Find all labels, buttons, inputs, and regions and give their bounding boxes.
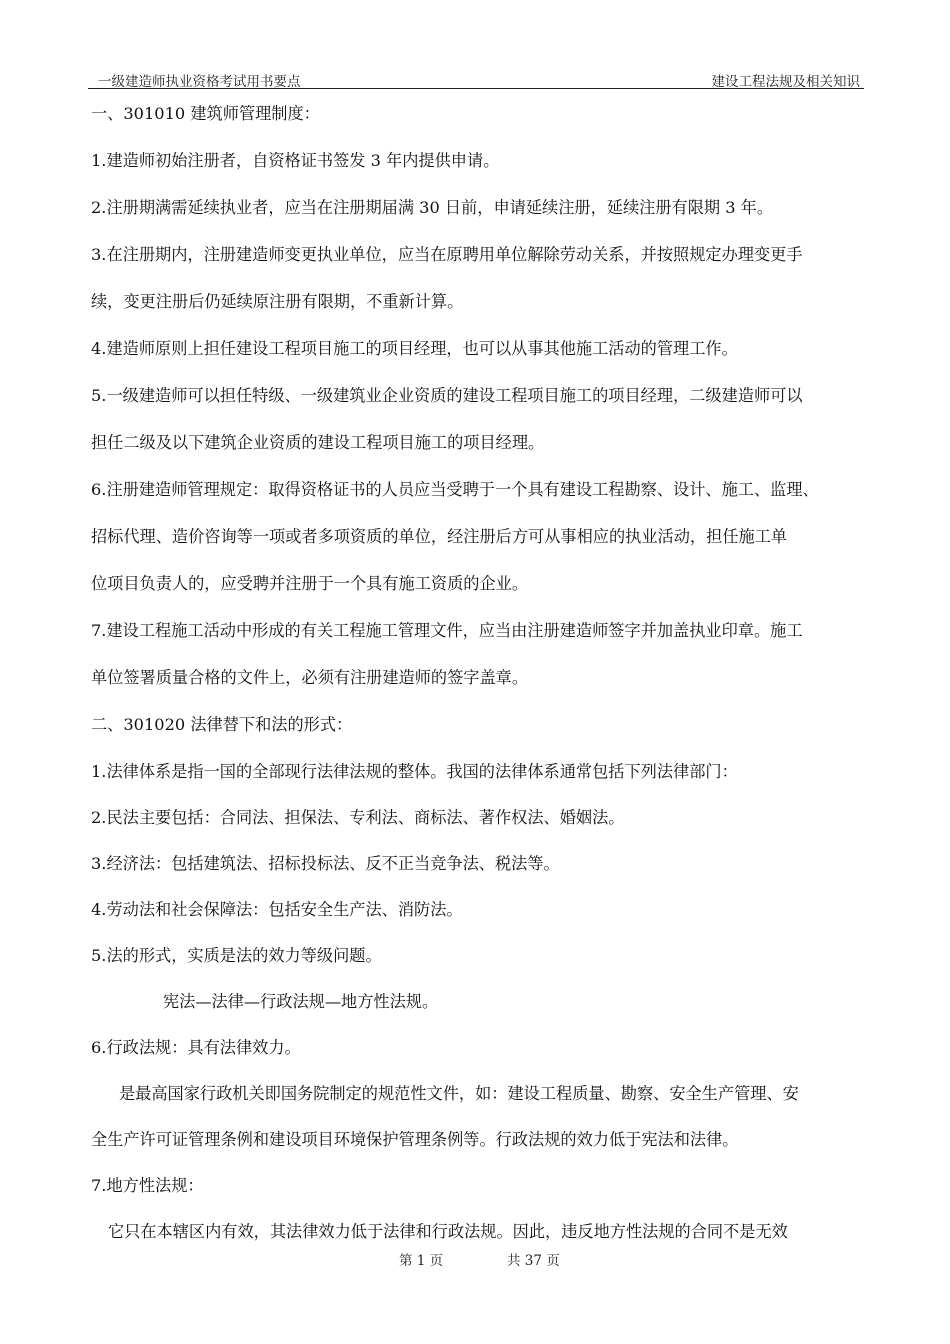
paragraph-line: 续，变更注册后仍延续原注册有限期，不重新计算。 (91, 292, 464, 311)
paragraph-line: 5.一级建造师可以担任特级、一级建筑业企业资质的建设工程项目施工的项目经理，二级建造师可以 (91, 386, 803, 405)
paragraph-line: 6.行政法规：具有法律效力。 (91, 1038, 301, 1057)
header-subject-title: 建设工程法规及相关知识 (711, 74, 860, 90)
paragraph-line: 5.法的形式，实质是法的效力等级问题。 (91, 946, 382, 965)
paragraph-line: 全生产许可证管理条例和建设项目环境保护管理条例等。行政法规的效力低于宪法和法律。 (91, 1130, 739, 1149)
header-book-title: 一级建造师执业资格考试用书要点 (98, 74, 301, 90)
paragraph-line: 6.注册建造师管理规定：取得资格证书的人员应当受聘于一个具有建设工程勘察、设计、施工、监理、 (91, 480, 819, 499)
paragraph-line: 7.地方性法规： (91, 1176, 204, 1195)
document-body (91, 99, 866, 1263)
paragraph-line: 1.建造师初始注册者，自资格证书签发 3 年内提供申请。 (91, 151, 500, 170)
page-number: 第 1 页 (399, 1253, 444, 1269)
paragraph-line: 招标代理、造价咨询等一项或者多项资质的单位，经注册后方可从事相应的执业活动，担任施工单 (91, 527, 788, 546)
paragraph-line: 4.建造师原则上担任建设工程项目施工的项目经理，也可以从事其他施工活动的管理工作。 (91, 339, 738, 358)
hierarchy-line: 宪法—法律—行政法规—地方性法规。 (163, 992, 439, 1011)
paragraph-line: 3.经济法：包括建筑法、招标投标法、反不正当竞争法、税法等。 (91, 854, 560, 873)
page-header (88, 70, 864, 89)
paragraph-line: 单位签署质量合格的文件上，必须有注册建造师的签字盖章。 (91, 668, 529, 687)
paragraph-line: 担任二级及以下建筑企业资质的建设工程项目施工的项目经理。 (91, 433, 545, 452)
paragraph-line: 3.在注册期内，注册建造师变更执业单位，应当在原聘用单位解除劳动关系，并按照规定办理变更手 (91, 245, 803, 264)
section-heading: 二、301020 法律替下和法的形式： (91, 715, 353, 734)
paragraph-line: 2.民法主要包括：合同法、担保法、专利法、商标法、著作权法、婚姻法。 (91, 808, 625, 827)
paragraph-line: 2.注册期满需延续执业者，应当在注册期届满 30 日前，申请延续注册，延续注册有限期 3 年。 (91, 198, 774, 217)
paragraph-line: 它只在本辖区内有效，其法律效力低于法律和行政法规。因此，违反地方性法规的合同不是无效 (108, 1222, 788, 1241)
paragraph-line: 1.法律体系是指一国的全部现行法律法规的整体。我国的法律体系通常包括下列法律部门： (91, 762, 738, 781)
paragraph-line: 4.劳动法和社会保障法：包括安全生产法、消防法。 (91, 900, 463, 919)
section-heading: 一、301010 建筑师管理制度： (91, 104, 320, 123)
total-pages: 共 37 页 (507, 1253, 560, 1269)
paragraph-line: 位项目负责人的，应受聘并注册于一个具有施工资质的企业。 (91, 574, 529, 593)
paragraph-line: 是最高国家行政机关即国务院制定的规范性文件，如：建设工程质量、勘察、安全生产管理、安 (119, 1084, 799, 1103)
paragraph-line: 7.建设工程施工活动中形成的有关工程施工管理文件，应当由注册建造师签字并加盖执业印章。施工 (91, 621, 803, 640)
